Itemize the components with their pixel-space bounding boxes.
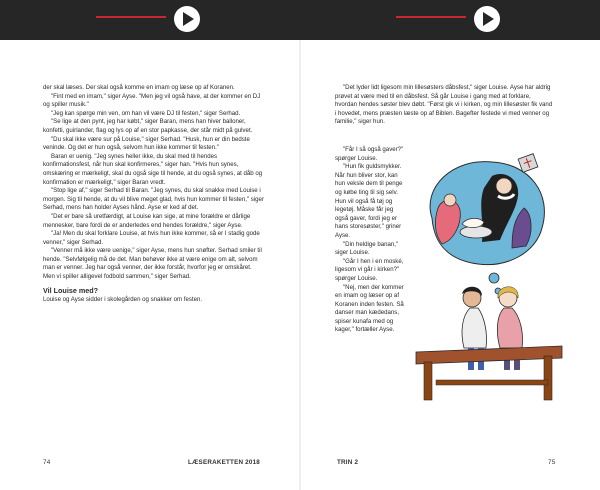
play-icon[interactable] — [174, 6, 200, 32]
paragraph: "Går I hen i en moské, ligesom vi går i kirken?" spørger Louise. — [335, 257, 404, 282]
right-page-body-top — [335, 84, 553, 127]
priest-head — [496, 178, 512, 194]
bench-seat — [416, 346, 562, 364]
left-page — [0, 40, 300, 490]
paragraph: "Det er bare så uretfærdigt, at Louise kan sige, at mine forældre er dårlige mennesker, bare fordi de er anderledes end hendes forældre," siger Ayse. — [43, 212, 251, 229]
paragraph: Louise og Ayse sidder i skolegården og snakker om festen. — [43, 295, 203, 303]
paragraph: "Stop lige af," siger Serhad til Baran. "Jeg synes, du skal snakke med Louise i morgen. Sig til hende, at du vil blive meget glad, hvis hun kommer til festen," siger Serhad, mens han holder Ayses hånd. Ayse er ked af det. — [43, 187, 264, 212]
baptismal-font — [460, 226, 492, 238]
paragraph: "Får I så også gaver?" spørger Louise. — [335, 146, 404, 162]
left-page-body — [43, 84, 265, 304]
progress-bar[interactable] — [396, 16, 466, 18]
paragraph: "Det lyder lidt ligesom min lillesøsters dåbsfest," siger Louise. Ayse har aldrig prøvet at være med til en dåbsfest. Så går Louise i gang med at forklare, hvordan hendes søster blev døbt. "Først gik vi i kirken, og min lillesøster fik vand i hovedet, mens præsten læste op af Biblen. Bagefter festede vi med venner og familie," siger hun. — [335, 84, 553, 126]
louise-figure — [497, 308, 522, 348]
media-toolbar — [0, 0, 600, 40]
running-title: TRIN 2 — [337, 459, 359, 466]
mother-head — [444, 194, 456, 206]
thought-dot — [489, 273, 499, 283]
right-page-body-column — [335, 146, 407, 335]
page-number: 75 — [548, 459, 556, 466]
paragraph: "Hun fik guldsmykker. Når hun bliver stor, kan hun veksle dem til penge og købe ting til sig selv. Hun vil også få tøj og legetøj. Måske får jeg også gaver, fordi jeg er hans storesøster," griner Ayse. — [335, 163, 403, 239]
page-number: 74 — [43, 459, 51, 466]
ayse-figure — [462, 308, 487, 348]
paragraph: "Ja! Men du skal forklare Louise, at hvis hun ikke kommer, så er I stadig gode venner," siger Serhad. — [43, 230, 260, 246]
paragraph: "Din heldige banan," siger Louise. — [335, 240, 399, 257]
paragraph: "Jeg kan spørge min ven, om han vil være DJ til festen," siger Serhad. — [51, 109, 241, 117]
audio-player-right — [396, 4, 506, 36]
bench-leg — [544, 356, 552, 400]
paragraph: "Du skal ikke være sur på Louise," siger Serhad. "Husk, hun er din bedste veninde. Og det er hun også, selvom hun ikke kommer til festen." — [43, 135, 250, 152]
story-illustration — [412, 148, 564, 404]
play-icon[interactable] — [474, 6, 500, 32]
progress-bar[interactable] — [96, 16, 166, 18]
section-heading: Vil Louise med? — [43, 285, 98, 295]
paragraph: Baran er uenig. "Jeg synes heller ikke, du skal med til hendes konfirmationsfest, når hun skal konfirmeres," siger han. "Hvis hun synes, omskæring er mærkeligt, skal du også sige til hende, at du også synes, at dåb og konfirmation er mærkeligt," siger Baran vredt. — [43, 152, 263, 186]
paragraph: "Venner må ikke være uenige," siger Ayse, mens hun snøfter. Serhad smiler til hende. "Selvfølgelig må de det. Man behøver ikke at være enige om alt, selvom man er venner. Jeg har også venner, der ikke forstår, hvorfor jeg er omskåret. Men vi spiller alligevel fodbold sammen," siger Serhad. — [43, 247, 262, 281]
paragraph: "Fint med en imam," siger Ayse. "Men jeg vil også have, at der kommer en DJ og spiller musik." — [43, 92, 261, 109]
paragraph: "Se lige at den pynt, jeg har købt," siger Baran, mens han hiver balloner, konfetti, guirlander, flag og lys op af en stor papkasse, der står midt på gulvet. — [43, 118, 253, 134]
running-title: LÆSERAKETTEN 2018 — [188, 459, 260, 466]
bench-brace — [436, 380, 548, 385]
bench-leg — [424, 362, 432, 400]
paragraph: der skal læses. Der skal også komme en imam og læse op af Koranen. — [43, 84, 235, 91]
paragraph: "Nej, men der kommer en imam og læser op af Koranen inden festen. Så danser man kædedans, spiser kunafa med og kager," fortæller Ayse. — [335, 283, 404, 334]
audio-player-left — [96, 4, 206, 36]
